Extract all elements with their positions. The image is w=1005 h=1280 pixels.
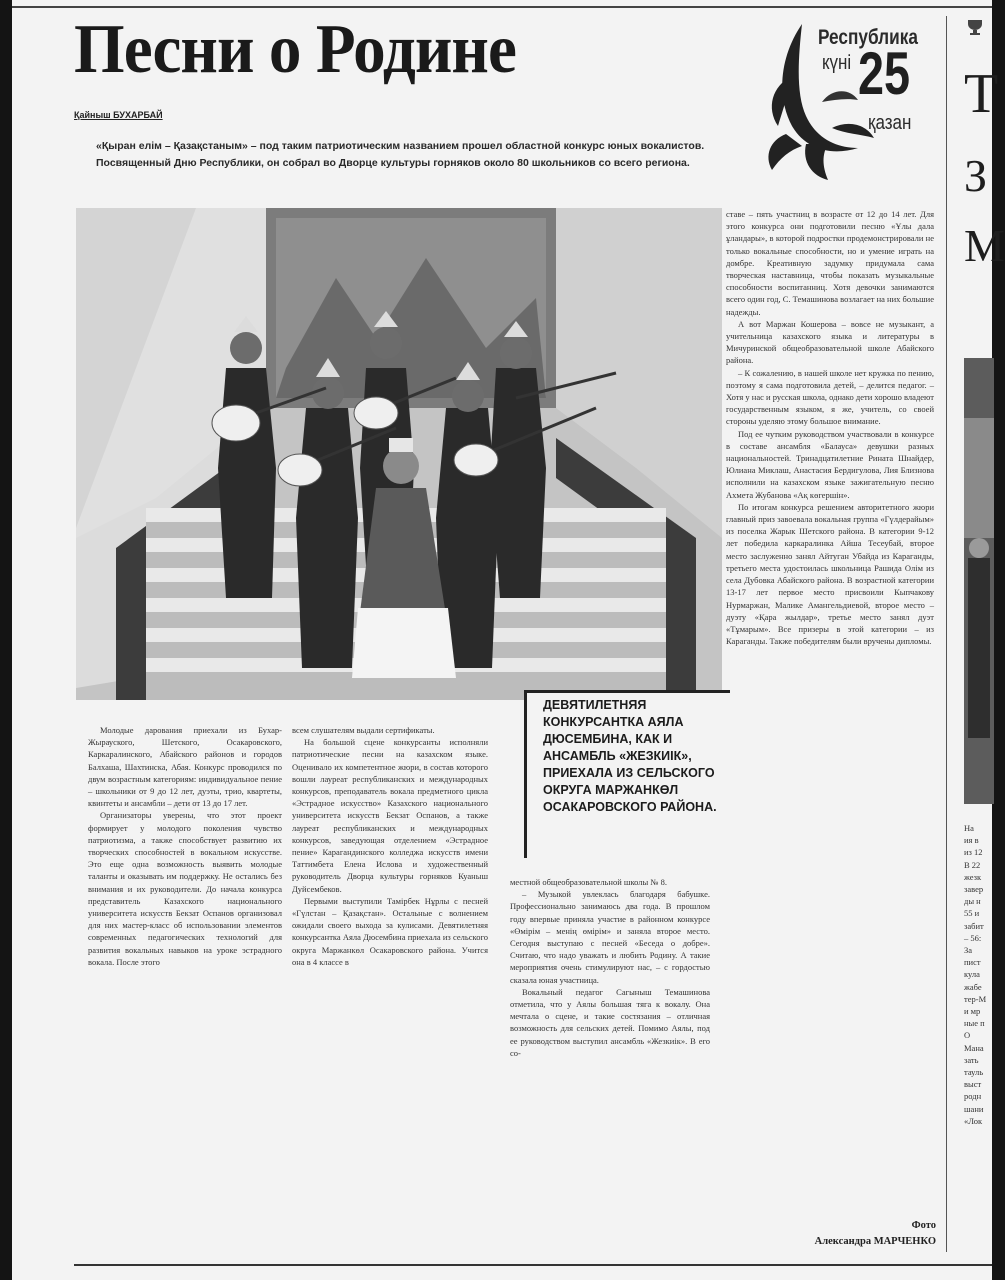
article-column-1 — [88, 724, 282, 1252]
photo-credit-name: Александра МАРЧЕНКО — [814, 1236, 936, 1247]
text-line: В 22 — [964, 859, 981, 870]
text-line: За — [964, 945, 973, 956]
text-line: кула — [964, 969, 980, 980]
text-line: тер-М — [964, 993, 987, 1004]
bottom-rule — [74, 1264, 992, 1266]
photo-credit-label: Фото — [911, 1220, 936, 1231]
article-headline: Песни о Родине — [74, 11, 516, 88]
text-line: и мр — [964, 1006, 981, 1017]
next-headline-letter: М — [964, 220, 1005, 271]
trophy-icon — [964, 18, 986, 36]
article-byline: Қайныш БУХАРБАЙ — [74, 110, 163, 120]
text-line: тауль — [964, 1067, 984, 1078]
paragraph: – К сожалению, в нашей школе нет кружка по пению, поэтому я сама подготовила детей, – делится педагог. – Хотя у нас и русская школа, однако дети хорошо владеют государственным языком, я же, учитель, со своей стороны уделяю этому большое внимание. — [726, 367, 934, 427]
text-line: родн — [964, 1091, 982, 1102]
text-line: ные п — [964, 1018, 985, 1029]
paragraph: местной общеобразовательной школы № 8. — [510, 877, 667, 887]
text-line: завер — [964, 884, 984, 895]
text-line: «Лок — [964, 1115, 983, 1126]
text-line: зать — [964, 1054, 979, 1065]
paragraph: ставе – пять участниц в возрасте от 12 до 14 лет. Для этого конкурса они подготовили песню «Ұлы дала ұландары», в которой подростки продемонстрировали не только вокальные способности, но и умение играть на домбре. Креативную задумку придумала сама творческая наставница, чтобы показать музыкальные способности воспитанниц. Хотя девочки занимаются всего один год, С. Темашинова возлагает на них большие надежды. — [726, 209, 934, 317]
text-line: На — [964, 823, 974, 833]
paragraph: Вокальный педагог Сагыныш Темашинова отметила, что у Аялы большая тяга к вокалу. Она мечтала о сцене, и такие состязания – отличная возможность для сельских детей. Помимо Аялы, под ее руководством выступил ансамбль «Жезкиік». В его со- — [510, 986, 710, 1058]
paragraph: Первыми выступили Тамірбек Нұрлы с песней «Гүлстан – Қазақстан». Остальные с волнением ожидали своего выхода за кулисами. Девятилетняя конкурсантка Аяла Дюсембина приехала из сельского округа Маржанкөл Осакаровского района. Учится она в 4 классе в — [292, 895, 488, 967]
article-photo — [76, 208, 722, 700]
text-line: ды н — [964, 896, 981, 907]
paragraph: Под ее чутким руководством участвовали в конкурсе в составе ансамбля «Балауса» девушки разных национальностей. Тринадцатилетние Рината Шнайдер, Юлиана Миклаш, Анастасия Бердигулова, Лия Близнова исполнили на казахском языке зажигательную песню Ахмета Жубанова «Ақ көгершін». — [726, 428, 934, 500]
text-line: 55 и — [964, 908, 980, 919]
article-lead: «Қыран елім – Қазақстаным» – под таким патриотическим названием прошел областной конкурс юных вокалистов. Посвященный Дню Республики, он собрал во Дворце культуры горняков около 80 школьников со всего региона. — [96, 140, 705, 169]
text-line: жезк — [964, 871, 982, 882]
badge-word-republic: Республика — [818, 26, 918, 49]
newspaper-page — [12, 0, 1005, 1280]
text-line: – 56: — [964, 932, 982, 943]
badge-word-month: қазан — [868, 112, 912, 134]
next-headline-letter: Т — [964, 63, 999, 125]
text-line: О — [964, 1030, 971, 1041]
paragraph: На большой сцене конкурсанты исполняли патриотические песни на казахском языке. Оценивало их компетентное жюри, в состав которого вошли лауреат республиканских и международных конкурсов, преподаватель вокала предметного цикла «Эстрадное искусство» Казахского национального университета искусств Бекзат Оспанов, а также лауреат республиканских и международных конкурсов, заведующая отделением «Эстрадное пение» Карагандинского колледжа искусств имени Таттимбета Елена Ислова и художественный руководитель Дворца культуры горняков Куаныш Дуйсембеков. — [292, 737, 488, 894]
paragraph: Молодые дарования приехали из Бухар-Жырауского, Шетского, Осакаровского, Каркаралинского, Абайского районов и городов Балхаша, Шахтинска, Абая. Конкурс проводился по двум возрастным категориям: индивидуальное пение – школьники от 9 до 12 лет, дуэты, трио, квартеты, квинтеты и ансамбли – дети от 13 до 17 лет. — [88, 725, 282, 809]
column-divider — [946, 16, 947, 1252]
next-article-column — [964, 822, 994, 1222]
text-line: забит — [964, 920, 984, 931]
text-line: ия в — [964, 835, 979, 846]
badge-word-day: күні — [822, 52, 852, 74]
photo-credit — [750, 1218, 936, 1250]
paragraph: – Музыкой увлеклась благодаря бабушке. Профессионально занимаюсь два года. В прошлом году впервые приняла участие в районном конкурсе «Өмірім – менің өмірім» и заняла второе место. Сегодня выступаю с песней «Беседа о добре». Считаю, что надо уважать и любить Родину. А такие мероприятия очень стимулируют нас, – с гордостью сказала юная участница. — [510, 889, 710, 985]
text-line: шани — [964, 1103, 984, 1114]
paragraph: А вот Маржан Кошерова – вовсе не музыкант, а учительница казахского языка и литературы в Мичуринской общеобразовательной школе Абайского района. — [726, 318, 934, 366]
text-line: жабе — [964, 981, 982, 992]
badge-number: 25 — [858, 40, 911, 107]
paragraph: всем слушателям выдали сертификаты. — [292, 725, 435, 735]
paragraph: По итогам конкурса решением авторитетного жюри главный приз завоевала вокальная группа «Гүлдерайым» из поселка Жарык Шетского района. В категории 9-12 лет победила каркаралинка Айша Тесеубай, второе место заслуженно занял Айтуган Убайда из Караганды, третьего места удостоилась школьница Рашида Олім из села Дубовка Абайского района. В возрастной категории 13-17 лет первое место присвоили Кыпчакову Нурмаржан, Малике Амангельдиевой, второе место – дуэту «Қара жылдар», третье место занял дуэт «Тұмарым». Все призеры в этой категории – из Караганды. Также победителям были вручены дипломы. — [726, 501, 934, 647]
republic-day-badge — [762, 16, 932, 184]
photo-caption: ДЕВЯТИЛЕТНЯЯ КОНКУРСАНТКА АЯЛА ДЮСЕМБИНА, КАК И АНСАМБЛЬ «ЖЕЗКИІК», ПРИЕХАЛА ИЗ СЕЛЬСКОГО ОКРУГА МАРЖАНКӨЛ ОСАКАРОВСКОГО РАЙОНА. — [524, 690, 730, 858]
article-column-4 — [726, 208, 934, 1214]
text-line: выст — [964, 1079, 982, 1090]
next-headline-letter: З — [964, 150, 988, 201]
text-line: пист — [964, 957, 981, 968]
text-line: из 12 — [964, 847, 983, 858]
article-column-3 — [510, 876, 710, 1252]
article-column-2 — [292, 724, 488, 1252]
next-article-photo — [964, 358, 994, 804]
paragraph: Организаторы уверены, что этот проект формирует у молодого поколения чувство патриотизма, а также способствует развитию их творческих способностей в вокальном искусстве. Это еще одна возможность выявить молодые таланты и оказывать им поддержку. Не остались без внимания и их руководители. До начала конкурса представитель Казахского национального университета искусств Бекзат Оспанов организовал для них мастер-класс об использовании элементов современных педагогических технологий для развития вокальных навыков на уроке эстрадного вокала. После этого — [88, 810, 282, 967]
text-line: Мана — [964, 1042, 984, 1053]
